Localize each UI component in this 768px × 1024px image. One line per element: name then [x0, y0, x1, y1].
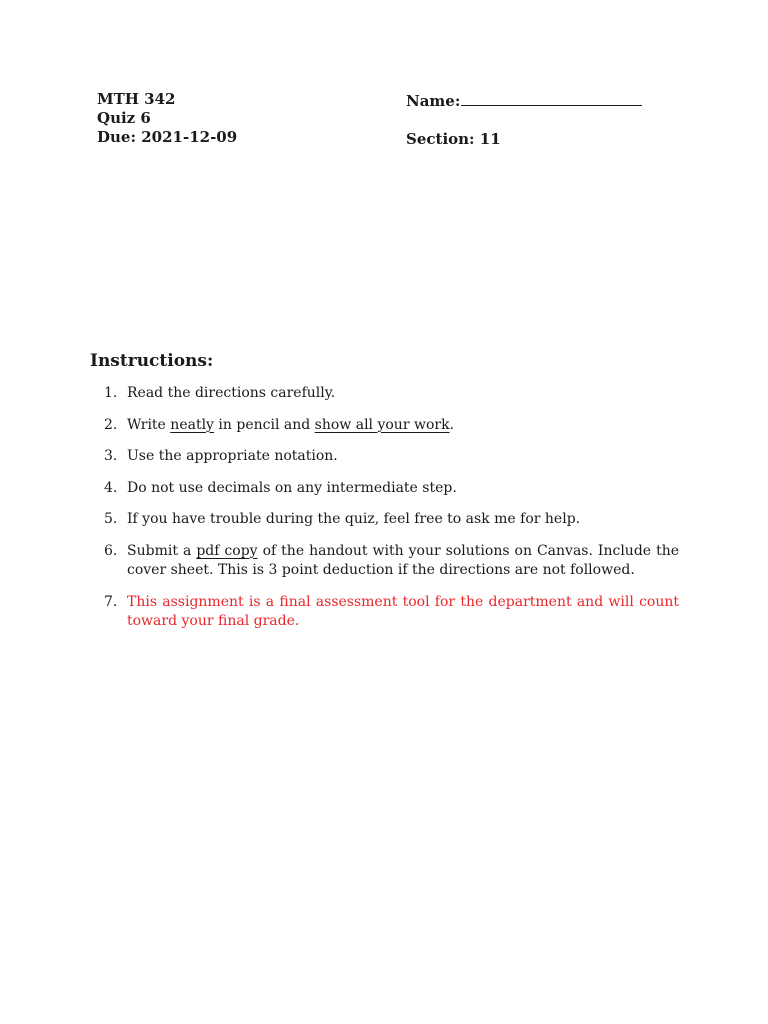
name-label: Name: — [406, 92, 461, 110]
instruction-text-post: . — [449, 416, 455, 433]
item-number: 5. — [104, 511, 118, 527]
instruction-text-pre: Write — [127, 416, 171, 433]
instruction-item — [104, 447, 679, 467]
instruction-item — [104, 479, 679, 499]
instructions-list — [104, 384, 679, 644]
section-number: Section: 11 — [406, 130, 501, 148]
item-number: 3. — [104, 448, 118, 464]
instruction-item — [104, 510, 679, 530]
name-row — [406, 90, 642, 111]
instruction-item — [104, 384, 679, 404]
course-code: MTH 342 — [97, 90, 176, 108]
underlined-neatly: neatly — [170, 416, 214, 433]
item-number: 2. — [104, 416, 118, 433]
instruction-text-pre: Submit a — [127, 542, 197, 559]
student-info — [406, 90, 642, 149]
item-number: 6. — [104, 542, 118, 559]
underlined-pdf-copy: pdf copy — [196, 542, 258, 559]
underlined-show-work: show all your work — [314, 416, 450, 433]
item-number: 1. — [104, 385, 118, 401]
instruction-item — [104, 416, 679, 436]
due-date: Due: 2021-12-09 — [97, 128, 238, 146]
name-blank-line — [461, 90, 642, 106]
instruction-text-mid: in pencil and — [213, 416, 315, 433]
course-info — [97, 90, 237, 147]
item-number: 7. — [104, 593, 118, 610]
instruction-text: Use the appropriate notation. — [127, 448, 338, 464]
instruction-text: If you have trouble during the quiz, feel free to ask me for help. — [127, 511, 581, 527]
instruction-text: Read the directions carefully. — [127, 385, 336, 401]
instruction-item — [104, 542, 679, 581]
item-number: 4. — [104, 479, 118, 496]
instructions-heading: Instructions: — [90, 351, 214, 371]
instruction-text-red: This assignment is a final assessment tool for the department and will count toward your final grade. — [127, 593, 679, 629]
header-spacer — [406, 111, 642, 130]
instruction-text-post: of the handout with your solutions on Canvas. Include the cover sheet. This is 3 point deduction if the directions are not followed. — [127, 542, 679, 578]
quiz-title: Quiz 6 — [97, 109, 151, 127]
instruction-text: Do not use decimals on any intermediate step. — [127, 479, 457, 496]
instruction-item-highlighted — [104, 593, 679, 632]
